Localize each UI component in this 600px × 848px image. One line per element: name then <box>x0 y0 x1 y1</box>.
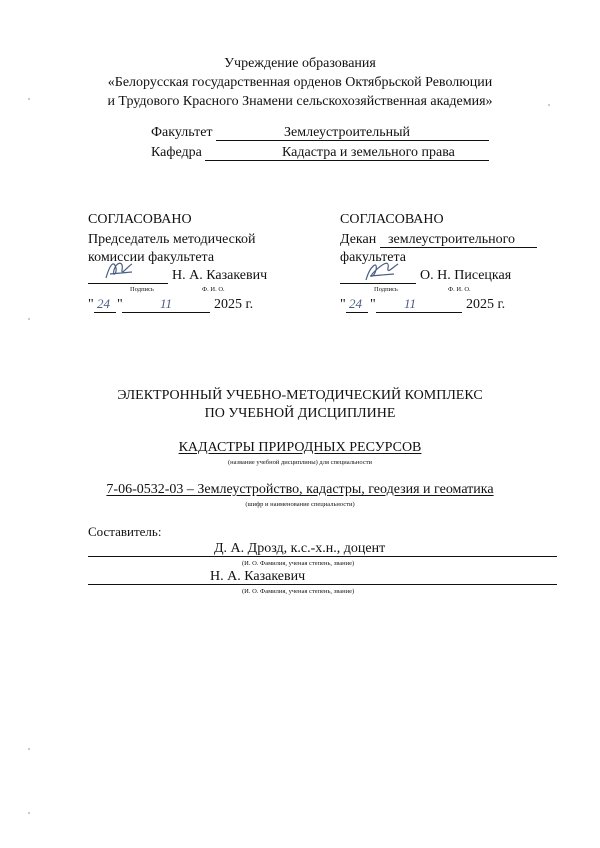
faculty-label: Факультет <box>151 125 213 140</box>
approval-right-month-underline <box>376 312 462 313</box>
discipline-caption: (название учебной дисциплины) для специальности <box>227 459 373 466</box>
approval-left-date-month: 11 <box>160 296 173 311</box>
approval-left-day-underline <box>94 312 116 313</box>
institution-type: Учреждение образования <box>224 56 376 71</box>
approval-left-heading: СОГЛАСОВАНО <box>88 212 192 227</box>
approval-left-position-line2: комиссии факультета <box>88 250 215 265</box>
department-label: Кафедра <box>151 145 202 160</box>
approval-left-month-underline <box>122 312 210 313</box>
approval-right-caption-name: Ф. И. О. <box>448 286 471 293</box>
author1-caption: (И. О. Фамилия, ученая степень, звание) <box>242 560 355 567</box>
approval-right-day-underline <box>346 312 368 313</box>
scan-speck <box>28 812 30 814</box>
author2-name: Н. А. Казакевич <box>210 569 306 584</box>
specialty-name: 7-06-0532-03 – Землеустройство, кадастры, геодезия и геоматика <box>106 482 494 497</box>
approval-right-position-line2: факультета <box>340 250 406 265</box>
approval-left-date-day: 24 <box>97 296 110 311</box>
approval-left-date-year: 2025 г. <box>214 297 254 312</box>
specialty-caption: (шифр и наименование специальности) <box>245 501 355 508</box>
scan-speck <box>28 748 30 750</box>
approval-left-caption-signature: Подпись <box>130 286 154 293</box>
author1-name: Д. А. Дрозд, к.с.-х.н., доцент <box>214 541 386 556</box>
author2-underline <box>88 584 557 585</box>
scan-speck <box>28 318 30 320</box>
approval-right-date-quote-open: " <box>340 297 346 312</box>
authors-label: Составитель: <box>88 524 162 539</box>
discipline-name: КАДАСТРЫ ПРИРОДНЫХ РЕСУРСОВ <box>178 440 422 455</box>
approval-left-date-quote-close: " <box>117 297 123 312</box>
approval-right-position-prefix: Декан <box>340 232 377 247</box>
signature-left-icon <box>102 256 138 286</box>
document-title-line2: ПО УЧЕБНОЙ ДИСЦИПЛИНЕ <box>204 406 396 421</box>
approval-right-heading: СОГЛАСОВАНО <box>340 212 444 227</box>
approval-right-position-value: землеустроительного <box>388 232 516 247</box>
institution-name-line2: и Трудового Красного Знамени сельскохозяйственная академия» <box>107 94 493 109</box>
approval-left-date-quote-open: " <box>88 297 94 312</box>
department-value: Кадастра и земельного права <box>282 145 455 160</box>
approval-right-date-day: 24 <box>349 296 362 311</box>
document-title-line1: ЭЛЕКТРОННЫЙ УЧЕБНО-МЕТОДИЧЕСКИЙ КОМПЛЕКС <box>117 388 483 403</box>
approval-right-name: О. Н. Писецкая <box>420 268 512 283</box>
approval-left-position-line1: Председатель методической <box>88 232 256 247</box>
faculty-value: Землеустроительный <box>284 125 411 140</box>
approval-left-name: Н. А. Казакевич <box>172 268 268 283</box>
approval-left-caption-name: Ф. И. О. <box>202 286 225 293</box>
approval-right-caption-signature: Подпись <box>374 286 398 293</box>
approval-right-date-quote-close: " <box>370 297 376 312</box>
author2-caption: (И. О. Фамилия, ученая степень, звание) <box>242 588 355 595</box>
signature-right-icon <box>360 254 402 286</box>
institution-name-line1: «Белорусская государственная орденов Октябрьской Революции <box>107 75 493 90</box>
approval-right-date-year: 2025 г. <box>466 297 506 312</box>
approval-right-date-month: 11 <box>404 296 417 311</box>
